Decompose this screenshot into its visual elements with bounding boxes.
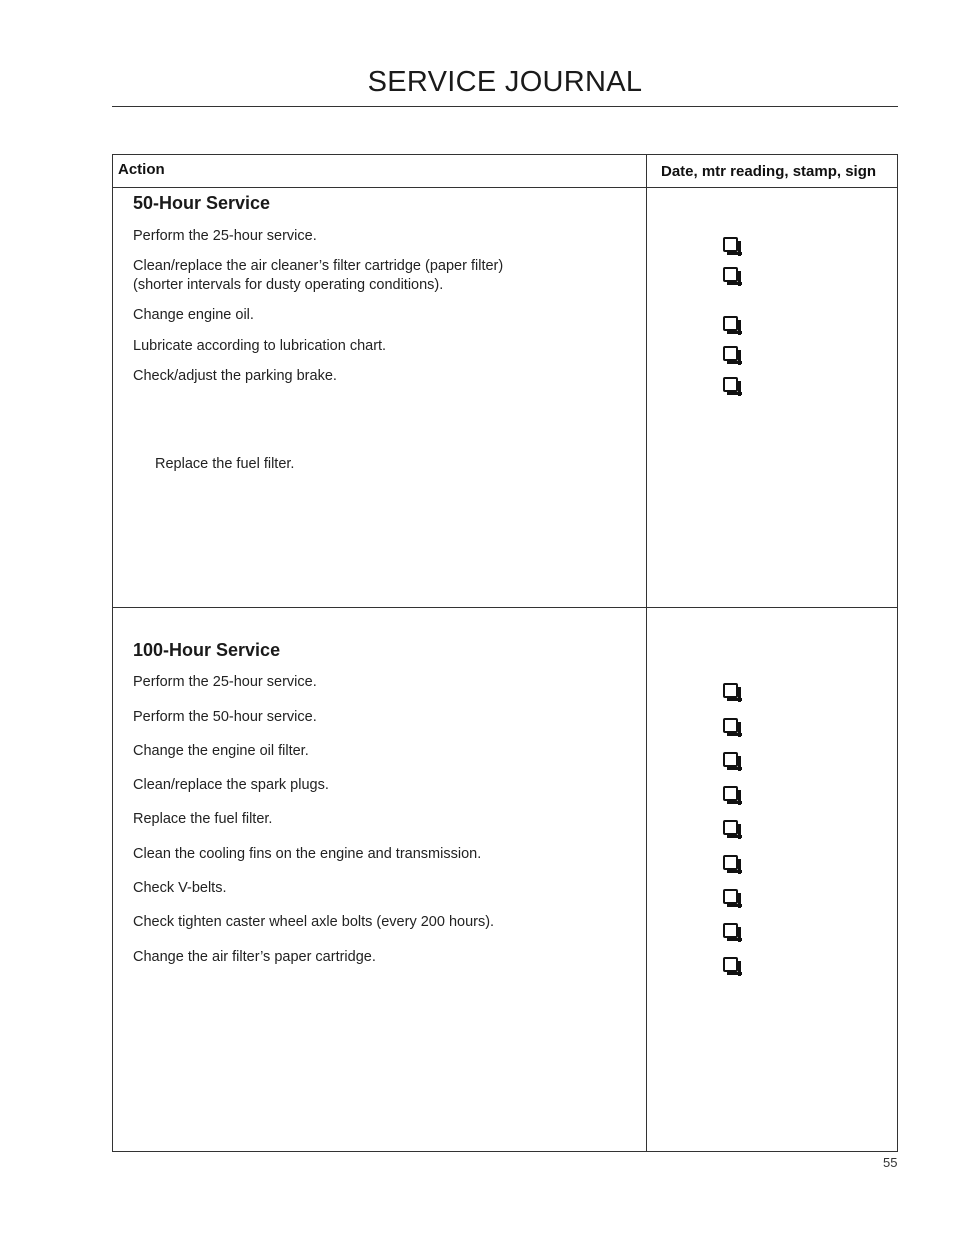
checkbox[interactable] [723,820,738,835]
checkbox[interactable] [723,346,738,361]
checkbox[interactable] [723,377,738,392]
list-item: Replace the fuel filter. [133,811,273,827]
action-column-header: Action [118,161,165,178]
header-rule [113,187,897,188]
list-item: Clean/replace the spark plugs. [133,777,329,793]
list-item: Perform the 50-hour service. [133,709,317,725]
checkbox[interactable] [723,957,738,972]
list-item: Check tighten caster wheel axle bolts (every 200 hours). [133,914,495,930]
list-item: Change the air filter’s paper cartridge. [133,949,376,965]
checkbox[interactable] [723,923,738,938]
section-heading-100-hour: 100-Hour Service [133,640,281,660]
list-item: Replace the fuel filter. [155,456,295,472]
list-item: Clean the cooling fins on the engine and transmission. [133,846,482,862]
list-item: Perform the 25-hour service. [133,674,317,690]
list-item: Check/adjust the parking brake. [133,368,337,384]
section-rule [113,607,897,608]
checkbox[interactable] [723,683,738,698]
list-item: Lubricate according to lubrication chart. [133,338,387,354]
list-item: Clean/replace the air cleaner’s filter cartridge (paper filter) [133,258,504,274]
list-item: Perform the 25-hour service. [133,228,317,244]
checkbox[interactable] [723,855,738,870]
page-number: 55 [883,1155,898,1170]
list-item: Change the engine oil filter. [133,743,309,759]
title-rule [112,106,898,107]
section-heading-50-hour: 50-Hour Service [133,193,271,213]
list-item: Change engine oil. [133,307,254,323]
checkbox[interactable] [723,752,738,767]
checkbox[interactable] [723,237,738,252]
record-column-header: Date, mtr reading, stamp, sign [661,163,877,180]
checkbox[interactable] [723,889,738,904]
service-journal-table [112,154,898,1152]
page-title: SERVICE JOURNAL [367,66,643,98]
list-item: (shorter intervals for dusty operating conditions). [133,277,444,293]
checkbox[interactable] [723,316,738,331]
list-item: Check V-belts. [133,880,227,896]
checkbox[interactable] [723,786,738,801]
checkbox[interactable] [723,267,738,282]
column-divider [646,155,647,1151]
checkbox[interactable] [723,718,738,733]
